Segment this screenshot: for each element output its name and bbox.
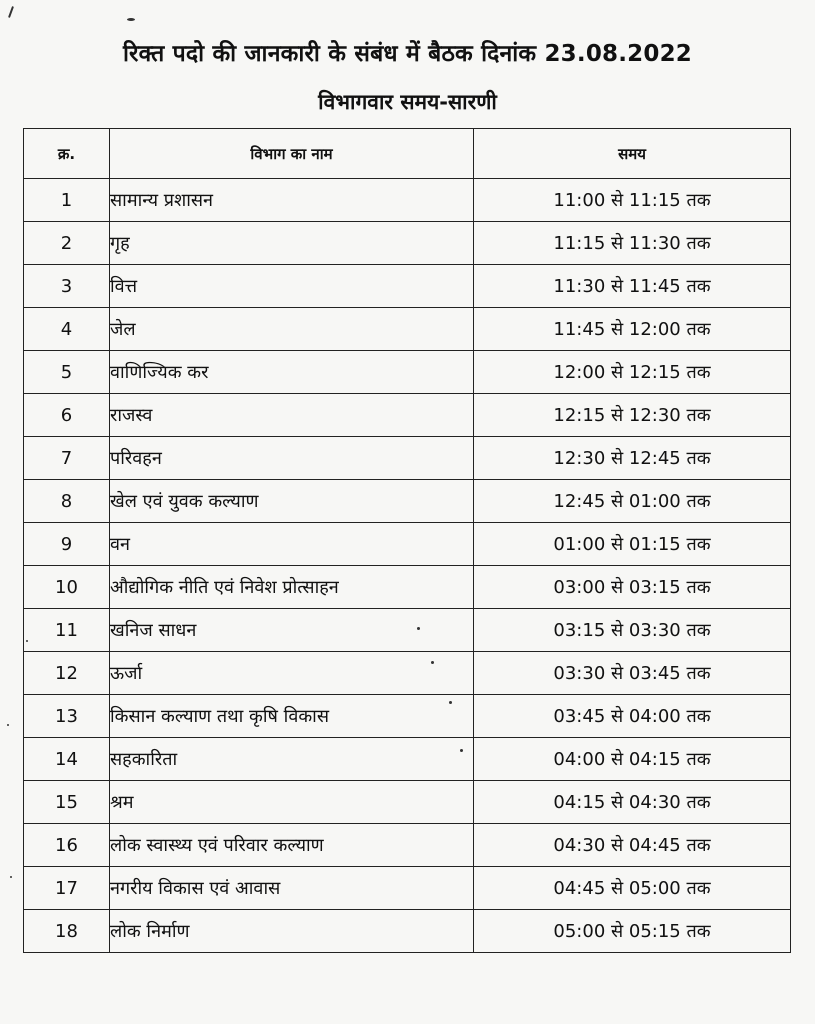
table-row — [24, 480, 791, 523]
department-name: वन — [110, 523, 474, 566]
document-subtitle: विभागवार समय-सारणी — [318, 90, 497, 114]
table-row — [24, 609, 791, 652]
time-slot: 04:15 से 04:30 तक — [474, 781, 791, 824]
row-number: 13 — [24, 695, 110, 738]
row-number: 15 — [24, 781, 110, 824]
document-title: रिक्त पदो की जानकारी के संबंध में बैठक दिनांक 23.08.2022 — [123, 41, 692, 67]
table-row — [24, 351, 791, 394]
scan-speck — [26, 640, 28, 642]
department-name: लोक निर्माण — [110, 910, 474, 953]
row-number: 10 — [24, 566, 110, 609]
row-number: 3 — [24, 265, 110, 308]
department-name: औद्योगिक नीति एवं निवेश प्रोत्साहन — [110, 566, 474, 609]
scan-speck — [8, 6, 14, 18]
row-number: 17 — [24, 867, 110, 910]
time-slot: 12:15 से 12:30 तक — [474, 394, 791, 437]
department-name: किसान कल्याण तथा कृषि विकास — [110, 695, 474, 738]
time-slot: 11:15 से 11:30 तक — [474, 222, 791, 265]
table-row — [24, 910, 791, 953]
time-slot: 11:30 से 11:45 तक — [474, 265, 791, 308]
column-header-number: क्र. — [24, 129, 110, 179]
table-row — [24, 781, 791, 824]
time-slot: 12:30 से 12:45 तक — [474, 437, 791, 480]
table-row — [24, 824, 791, 867]
scan-speck — [449, 701, 452, 704]
time-slot: 03:15 से 03:30 तक — [474, 609, 791, 652]
row-number: 14 — [24, 738, 110, 781]
time-slot: 12:45 से 01:00 तक — [474, 480, 791, 523]
time-slot: 05:00 से 05:15 तक — [474, 910, 791, 953]
scan-speck — [460, 749, 463, 752]
time-slot: 04:00 से 04:15 तक — [474, 738, 791, 781]
table-header-row — [24, 129, 791, 179]
department-name: ऊर्जा — [110, 652, 474, 695]
department-name: राजस्व — [110, 394, 474, 437]
row-number: 1 — [24, 179, 110, 222]
table-row — [24, 652, 791, 695]
table-row — [24, 867, 791, 910]
time-slot: 03:30 से 03:45 तक — [474, 652, 791, 695]
row-number: 11 — [24, 609, 110, 652]
department-name: वाणिज्यिक कर — [110, 351, 474, 394]
department-name: सहकारिता — [110, 738, 474, 781]
scan-speck — [127, 18, 135, 21]
schedule-table — [23, 128, 791, 953]
column-header-time: समय — [474, 129, 791, 179]
department-name: खनिज साधन — [110, 609, 474, 652]
row-number: 9 — [24, 523, 110, 566]
scan-speck — [10, 876, 12, 878]
department-name: गृह — [110, 222, 474, 265]
department-name: सामान्य प्रशासन — [110, 179, 474, 222]
row-number: 7 — [24, 437, 110, 480]
table-row — [24, 738, 791, 781]
time-slot: 03:00 से 03:15 तक — [474, 566, 791, 609]
row-number: 5 — [24, 351, 110, 394]
scan-speck — [417, 627, 420, 630]
row-number: 4 — [24, 308, 110, 351]
department-name: नगरीय विकास एवं आवास — [110, 867, 474, 910]
scan-speck — [431, 661, 434, 664]
scan-speck — [7, 724, 9, 726]
department-name: लोक स्वास्थ्य एवं परिवार कल्याण — [110, 824, 474, 867]
row-number: 16 — [24, 824, 110, 867]
time-slot: 11:00 से 11:15 तक — [474, 179, 791, 222]
table-row — [24, 695, 791, 738]
time-slot: 11:45 से 12:00 तक — [474, 308, 791, 351]
time-slot: 04:30 से 04:45 तक — [474, 824, 791, 867]
department-name: खेल एवं युवक कल्याण — [110, 480, 474, 523]
time-slot: 04:45 से 05:00 तक — [474, 867, 791, 910]
row-number: 18 — [24, 910, 110, 953]
department-name: श्रम — [110, 781, 474, 824]
row-number: 6 — [24, 394, 110, 437]
table-row — [24, 394, 791, 437]
table-row — [24, 437, 791, 480]
table-row — [24, 566, 791, 609]
row-number: 8 — [24, 480, 110, 523]
department-name: वित्त — [110, 265, 474, 308]
table-row — [24, 523, 791, 566]
table-row — [24, 179, 791, 222]
department-name: जेल — [110, 308, 474, 351]
time-slot: 03:45 से 04:00 तक — [474, 695, 791, 738]
department-name: परिवहन — [110, 437, 474, 480]
column-header-department: विभाग का नाम — [110, 129, 474, 179]
row-number: 2 — [24, 222, 110, 265]
time-slot: 01:00 से 01:15 तक — [474, 523, 791, 566]
table-row — [24, 308, 791, 351]
table-row — [24, 265, 791, 308]
time-slot: 12:00 से 12:15 तक — [474, 351, 791, 394]
table-row — [24, 222, 791, 265]
row-number: 12 — [24, 652, 110, 695]
